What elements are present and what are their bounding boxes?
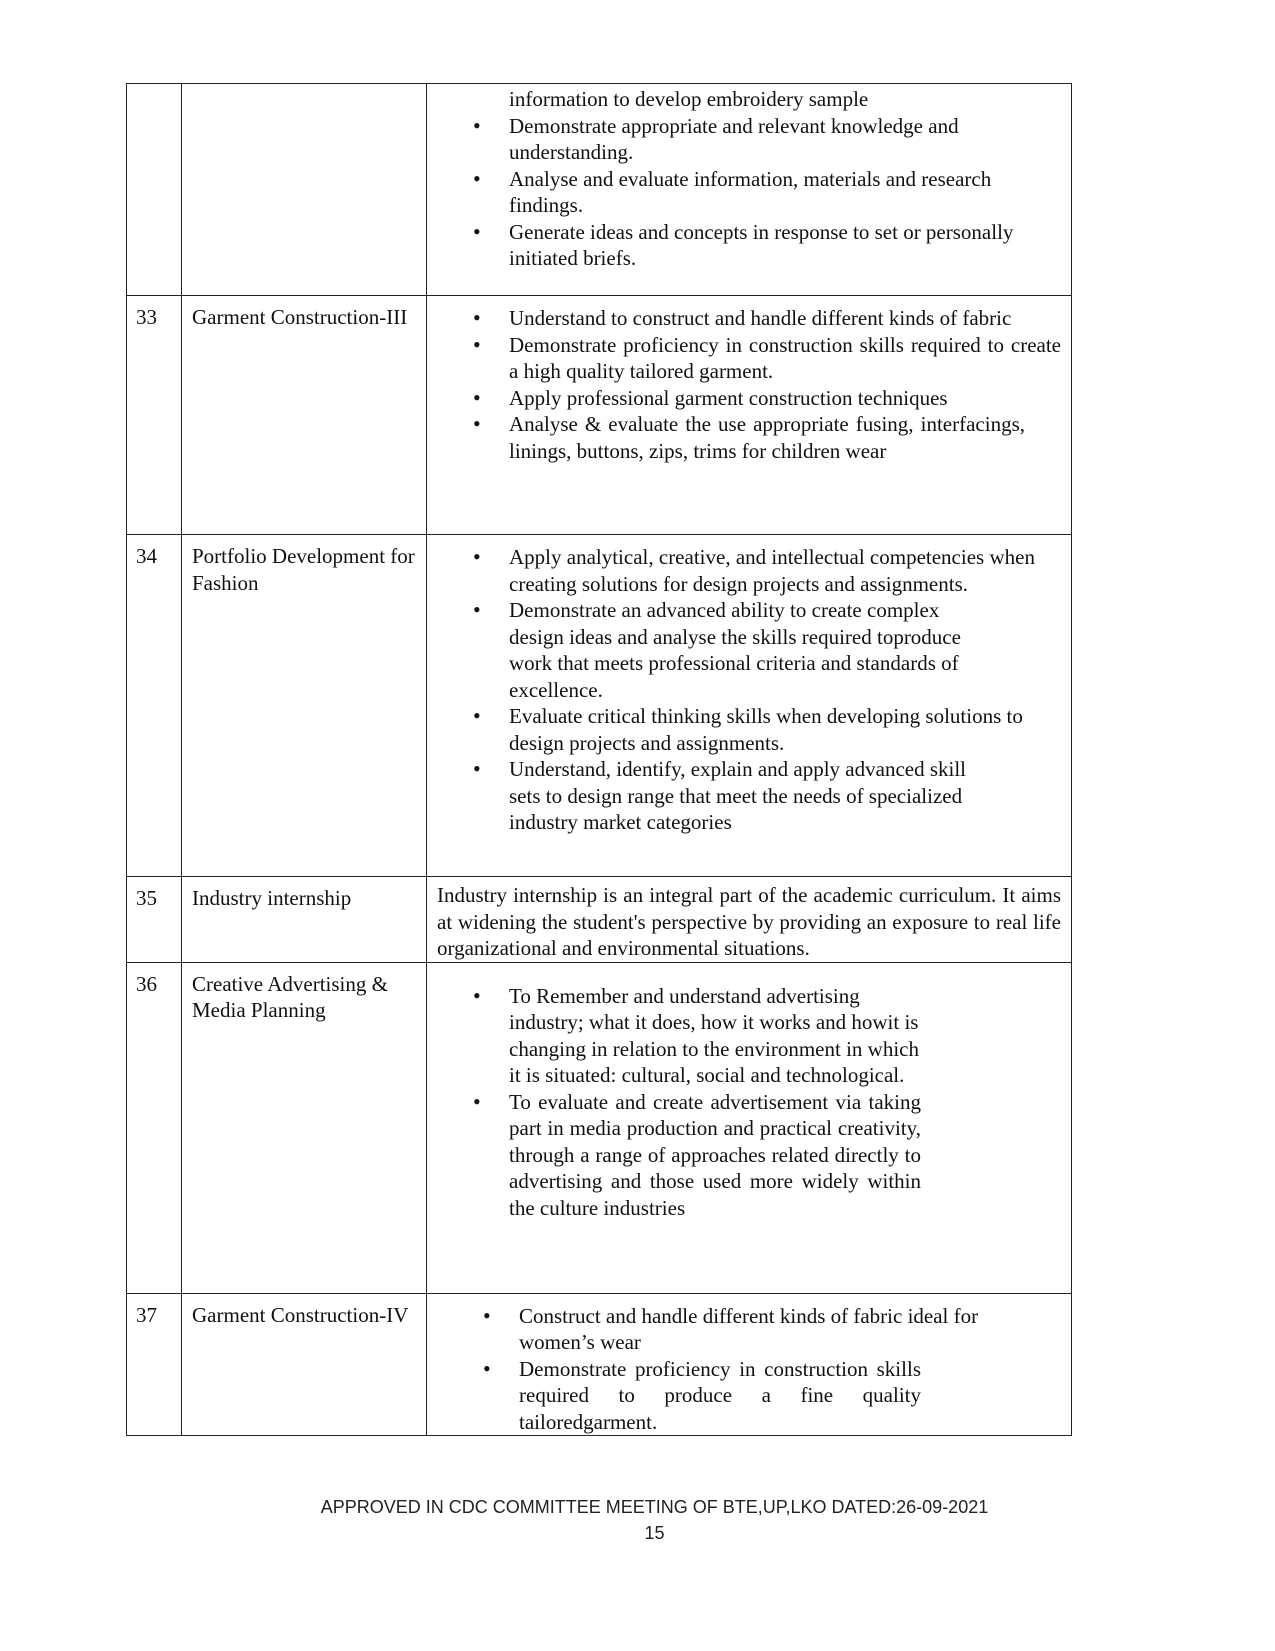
list-item: information to develop embroidery sample — [509, 87, 869, 111]
page-number: 15 — [644, 1523, 665, 1543]
approval-footer: APPROVED IN CDC COMMITTEE MEETING OF BTE,UP,LKO DATED:26-09-2021 — [320, 1497, 989, 1517]
outcomes-cell — [427, 535, 1072, 877]
list-item: • Construct and handle different kinds of fabric ideal for women’s wear — [519, 1303, 1061, 1356]
list-item: • Understand to construct and handle different kinds of fabric — [509, 305, 1061, 332]
list-item: • Demonstrate proficiency in construction skills required to produce a fine quality tailoredgarment. — [519, 1356, 1061, 1436]
outcomes-cell — [427, 962, 1072, 1293]
course-name-cell: Creative Advertising & Media Planning — [182, 962, 427, 1293]
serial-number-cell — [127, 84, 182, 296]
serial-number-cell: 37 — [127, 1293, 182, 1436]
list-item: • Apply professional garment construction techniques — [509, 385, 1061, 412]
list-item: • Evaluate critical thinking skills when developing solutions to design projects and assignments. — [509, 703, 1061, 756]
outcomes-list — [427, 963, 1071, 1244]
outcomes-cell — [427, 877, 1072, 963]
outcomes-list — [427, 535, 1071, 858]
internship-description: Industry internship is an integral part of the academic curriculum. It aims at widening the student's perspective by providing an exposure to real life organizational and environmental situations. — [437, 883, 1061, 960]
outcomes-cell — [427, 84, 1072, 296]
list-item: • Demonstrate appropriate and relevant knowledge and understanding. — [509, 113, 1061, 166]
table-row — [127, 535, 1072, 877]
serial-number-cell: 33 — [127, 296, 182, 535]
course-name-cell: Industry internship — [182, 877, 427, 963]
course-name-cell: Garment Construction-IV — [182, 1293, 427, 1436]
table-row — [127, 84, 1072, 296]
outcomes-list — [427, 296, 1071, 486]
table-row — [127, 962, 1072, 1293]
serial-number-cell: 35 — [127, 877, 182, 963]
list-item: • Demonstrate an advanced ability to create complex design ideas and analyse the skills required toproduce work that meets professional criteria and standards of excellence. — [509, 597, 1061, 703]
serial-number-cell: 34 — [127, 535, 182, 877]
list-item: • Analyse & evaluate the use appropriate fusing, interfacings, linings, buttons, zips, trims for children wear — [509, 411, 1061, 464]
list-item: • To evaluate and create advertisement via taking part in media production and practical creativity, through a range of approaches related directly to advertising and those used more widely within the culture industries — [509, 1089, 921, 1222]
list-item: • To Remember and understand advertising industry; what it does, how it works and howit is changing in relation to the environment in which it is situated: cultural, social and technological. — [509, 983, 921, 1089]
table-row — [127, 1293, 1072, 1436]
list-item: • Generate ideas and concepts in response to set or personally initiated briefs. — [509, 219, 1061, 272]
outcomes-list — [427, 1294, 1071, 1436]
list-item: • Demonstrate proficiency in construction skills required to create a high quality tailored garment. — [509, 332, 1061, 385]
course-outcomes-table — [126, 83, 1072, 1436]
table-row — [127, 296, 1072, 535]
list-item: • Analyse and evaluate information, materials and research findings. — [509, 166, 1061, 219]
serial-number-cell: 36 — [127, 962, 182, 1293]
course-name-cell: Portfolio Development for Fashion — [182, 535, 427, 877]
list-item: • Apply analytical, creative, and intellectual competencies when creating solutions for design projects and assignments. — [509, 544, 1061, 597]
outcomes-list — [427, 84, 1071, 294]
table-row — [127, 877, 1072, 963]
outcomes-cell — [427, 296, 1072, 535]
course-name-cell — [182, 84, 427, 296]
outcomes-cell — [427, 1293, 1072, 1436]
course-name-cell: Garment Construction-III — [182, 296, 427, 535]
list-item: • Understand, identify, explain and apply advanced skill sets to design range that meet the needs of specialized industry market categories — [509, 756, 1061, 836]
